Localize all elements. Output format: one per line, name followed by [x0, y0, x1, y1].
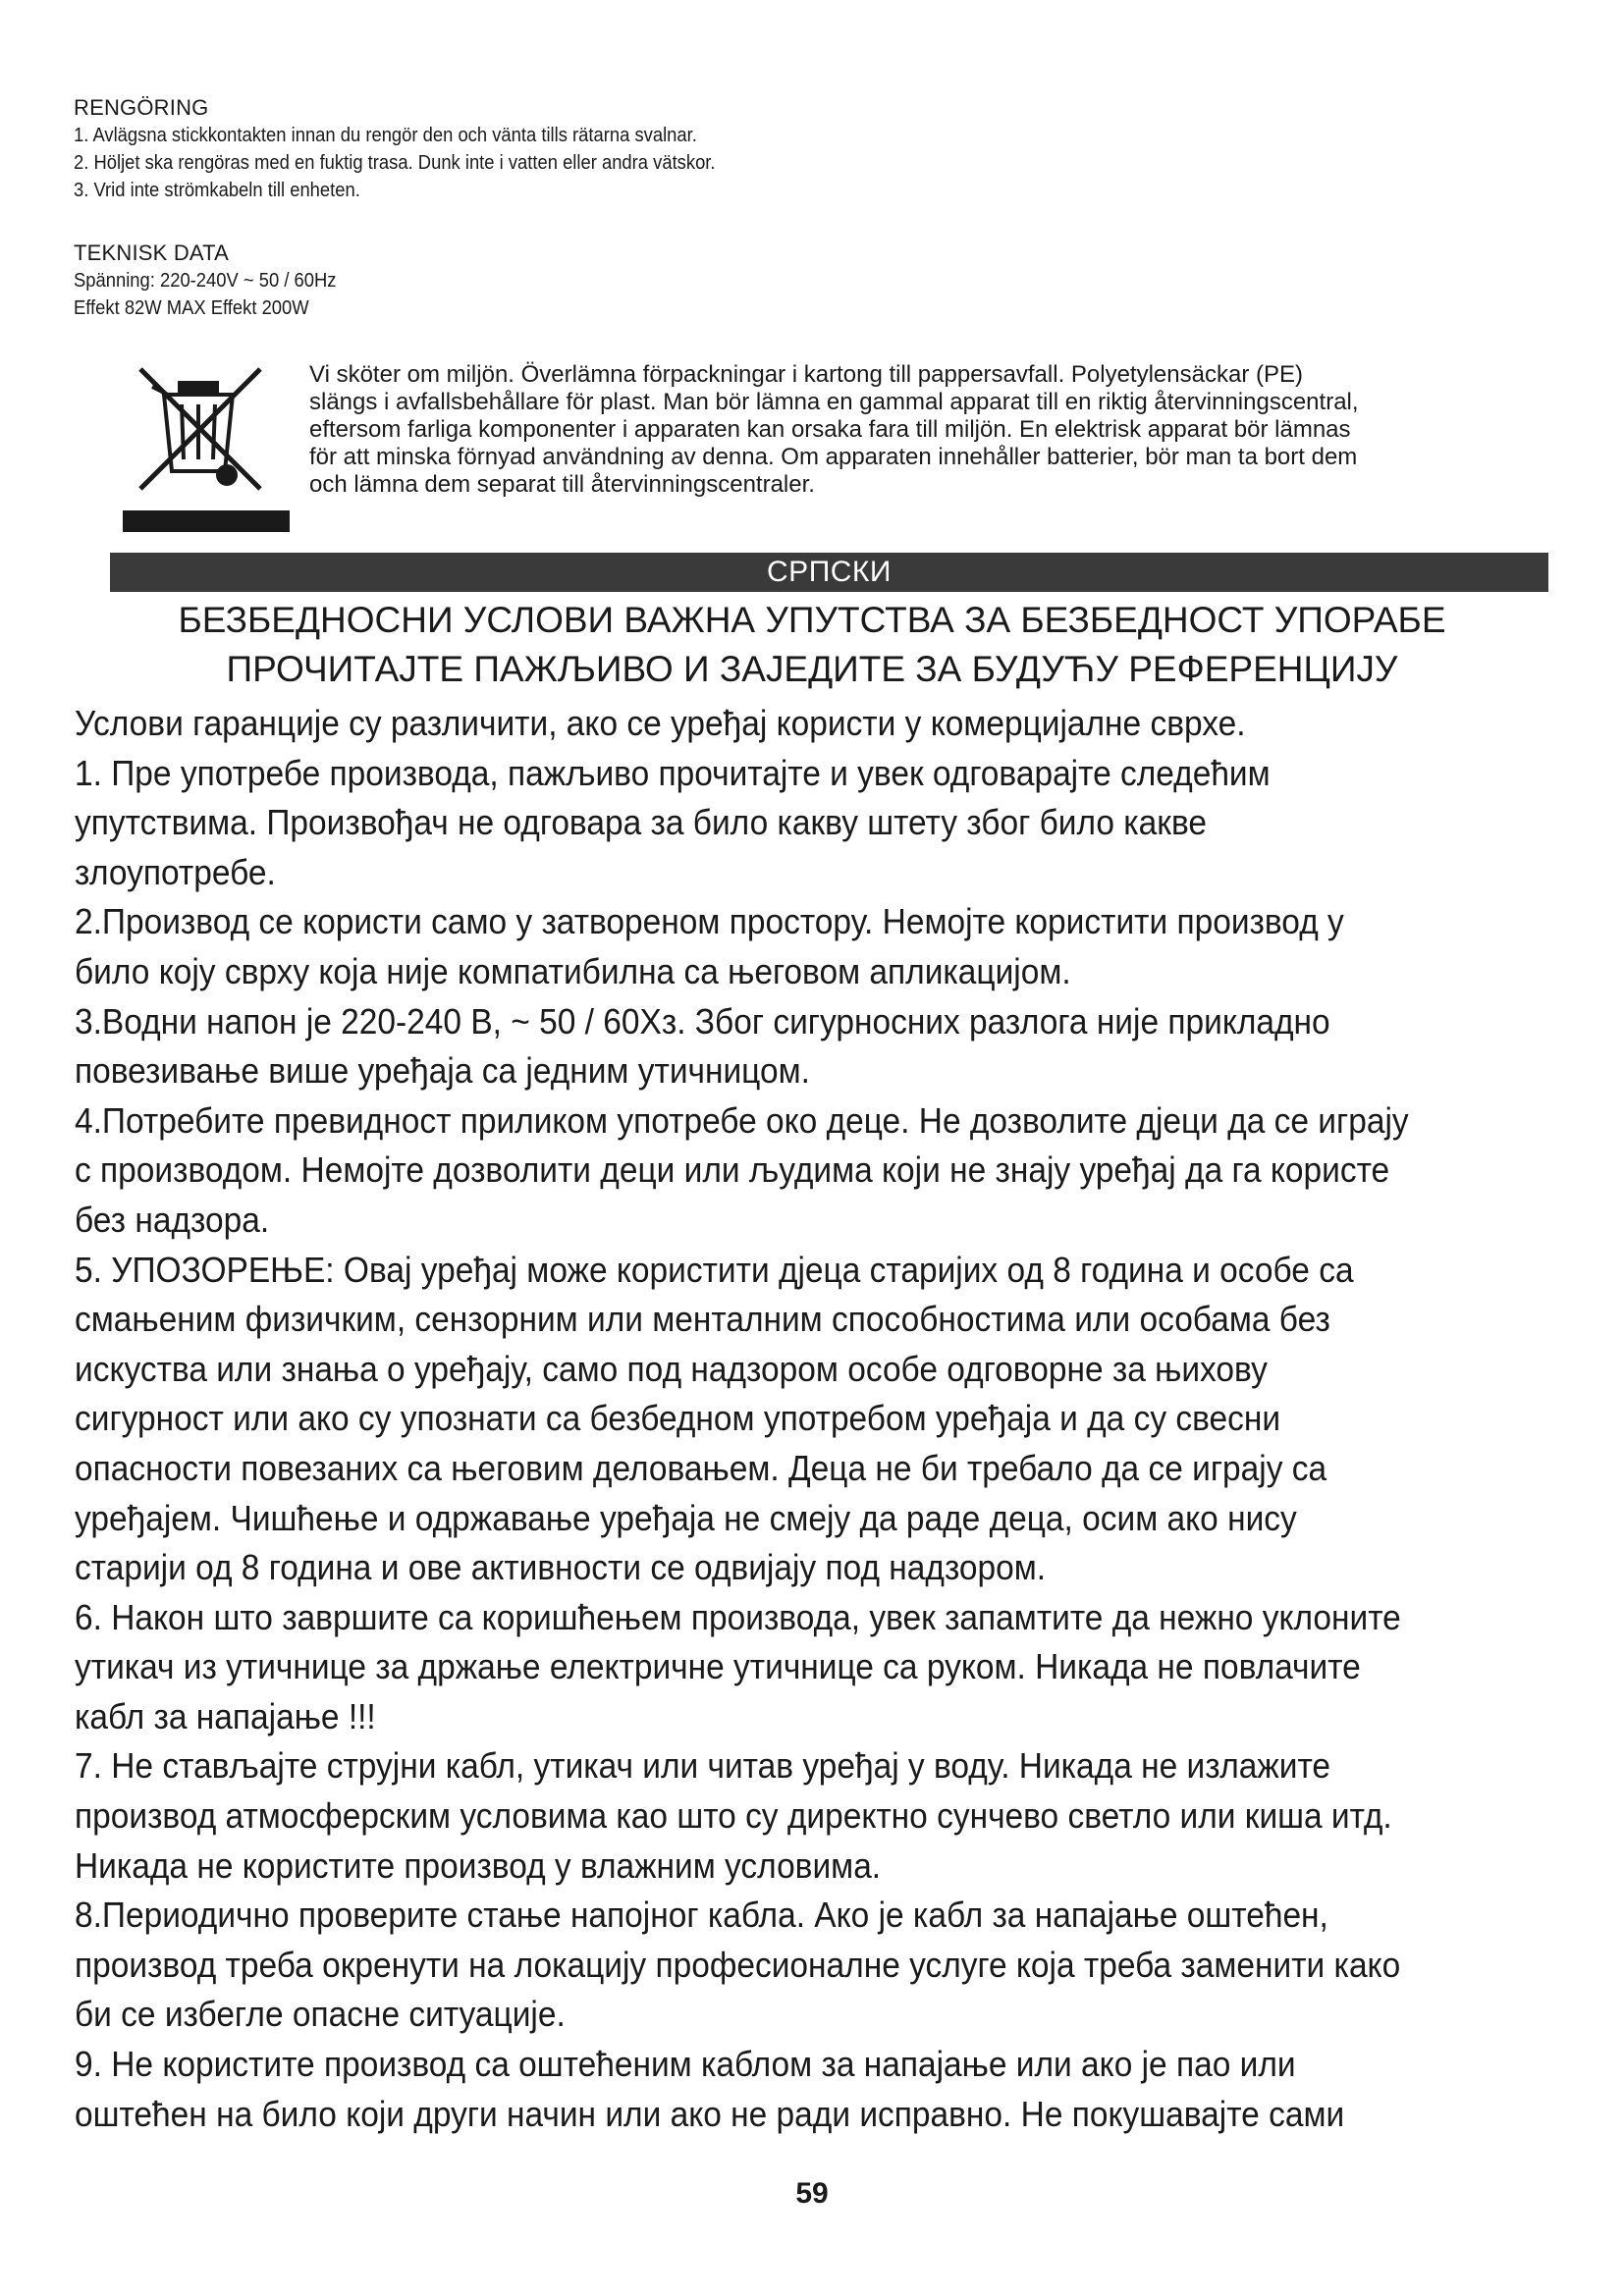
instruction-line: смањеним физичким, сензорним или менталним способностима или особама без	[75, 1299, 1330, 1340]
instruction-line: 3.Водни напон је 220-240 В, ~ 50 / 60Хз. Због сигурносних разлога није прикладно	[75, 1000, 1330, 1041]
environment-line: eftersom farliga komponenter i apparaten kan orsaka fara till miljön. En elektrisk apparat bör lämnas	[309, 416, 1351, 443]
instruction-line: производ треба окренути на локацију професионалне услуге која треба заменити како	[75, 1944, 1401, 1985]
instruction-line: 8.Периодично проверите стање напојног кабла. Ако је кабл за напајање оштећен,	[75, 1895, 1328, 1936]
environment-line: för att minska förnyad användning av denna. Om apparaten innehåller batterier, bör man ta bort dem	[309, 444, 1358, 470]
instruction-line: Никада не користите производ у влажним условима.	[75, 1844, 882, 1886]
instruction-line: с производом. Немојте дозволити деци или људима који не знају уређај да га користе	[75, 1149, 1390, 1191]
instruction-line: искуства или знања о уређају, само под надзором особе одговорне за њихову	[75, 1348, 1268, 1389]
safety-subtitle: ПРОЧИТАЈТЕ ПАЖЉИВО И ЗАЈЕДИТЕ ЗА БУДУЋУ РЕФЕРЕНЦИЈУ	[226, 649, 1398, 689]
instruction-line: Услови гаранције су различити, ако се уређај користи у комерцијалне сврхе.	[75, 703, 1246, 743]
instruction-line: 5. УПОЗОРЕЊЕ: Овај уређај може користити дјеца старијих од 8 година и особе са	[75, 1249, 1354, 1290]
cleaning-heading: RENGÖRING	[74, 95, 209, 120]
instruction-line: 1. Пре употребе производа, пажљиво прочитајте и увек одговарајте следећим	[75, 752, 1271, 793]
safety-title: БЕЗБЕДНОСНИ УСЛОВИ ВАЖНА УПУТСТВА ЗА БЕЗБЕДНОСТ УПОРАБЕ	[178, 600, 1446, 640]
page-number: 59	[795, 2177, 829, 2210]
environment-text	[309, 361, 1615, 499]
cleaning-item: 3. Vrid inte strömkabeln till enheten.	[74, 180, 360, 201]
cleaning-item: 1. Avlägsna stickkontakten innan du rengör den och vänta tills rätarna svalnar.	[74, 125, 697, 146]
instruction-line: повезивање више уређаја са једним утичницом.	[75, 1050, 810, 1092]
instruction-line: би се избегле опасне ситуације.	[75, 1994, 566, 2035]
instruction-line: утикач из утичнице за држање електричне утичнице са руком. Никада не повлачите	[75, 1646, 1361, 1687]
instruction-line: без надзора.	[75, 1199, 270, 1240]
instruction-line: сигурност или ако су упознати са безбедном употребом уређаја и да су свесни	[75, 1398, 1281, 1439]
cleaning-item: 2. Höljet ska rengöras med en fuktig trasa. Dunk inte i vatten eller andra vätskor.	[74, 152, 716, 174]
black-bar	[123, 510, 290, 532]
instruction-line: злоупотребе.	[75, 851, 276, 892]
instruction-line: 4.Потребите превидност приликом употребе око деце. Не дозволите дјеци да се играју	[75, 1099, 1409, 1141]
safety-instructions	[75, 699, 1547, 2139]
tech-power: Effekt 82W MAX Effekt 200W	[74, 297, 309, 319]
instruction-line: уређајем. Чишћење и одржавање уређаја не смеју да раде деца, осим ако нису	[75, 1497, 1297, 1538]
instruction-line: 2.Производ се користи само у затвореном простору. Немојте користити производ у	[75, 901, 1344, 942]
instruction-line: 9. Не користите производ са оштећеним каблом за напајање или ако је пао или	[75, 2044, 1296, 2085]
instruction-line: 6. Након што завршите са коришћењем производа, увек запамтите да нежно уклоните	[75, 1596, 1401, 1637]
instruction-line: производ атмосферским условима као што су директно сунчево светло или киша итд.	[75, 1795, 1392, 1837]
instruction-line: оштећен на било који други начин или ако не ради исправно. Не покушавајте сами	[75, 2093, 1345, 2134]
instruction-line: старији од 8 година и ове активности се одвијају под надзором.	[75, 1547, 1047, 1588]
environment-notice	[74, 361, 1546, 538]
environment-line: och lämna dem separat till återvinningscentraler.	[309, 471, 815, 498]
language-banner: СРПСКИ	[110, 553, 1548, 592]
tech-heading: TEKNISK DATA	[74, 240, 230, 265]
instruction-line: 7. Не стављајте струјни кабл, утикач или читав уређај у воду. Никада не излажите	[75, 1745, 1331, 1787]
instruction-line: опасности повезаних са његовим деловањем. Деца не би требало да се играју са	[75, 1447, 1327, 1488]
swedish-section	[74, 94, 1546, 322]
crossed-out-wheelie-bin-icon	[123, 361, 290, 499]
environment-line: slängs i avfallsbehållare för plast. Man bör lämna en gammal apparat till en riktig återvinningscentral,	[309, 389, 1359, 415]
instruction-line: кабл за напајање !!!	[75, 1695, 376, 1736]
instruction-line: упутствима. Произвођач не одговара за било какву штету због било какве	[75, 802, 1207, 843]
tech-voltage: Spänning: 220-240V ~ 50 / 60Hz	[74, 270, 337, 292]
environment-line: Vi sköter om miljön. Överlämna förpackningar i kartong till pappersavfall. Polyetylensäckar (PE)	[309, 361, 1303, 388]
instruction-line: било коју сврху која није компатибилна са његовом апликацијом.	[75, 950, 1071, 991]
